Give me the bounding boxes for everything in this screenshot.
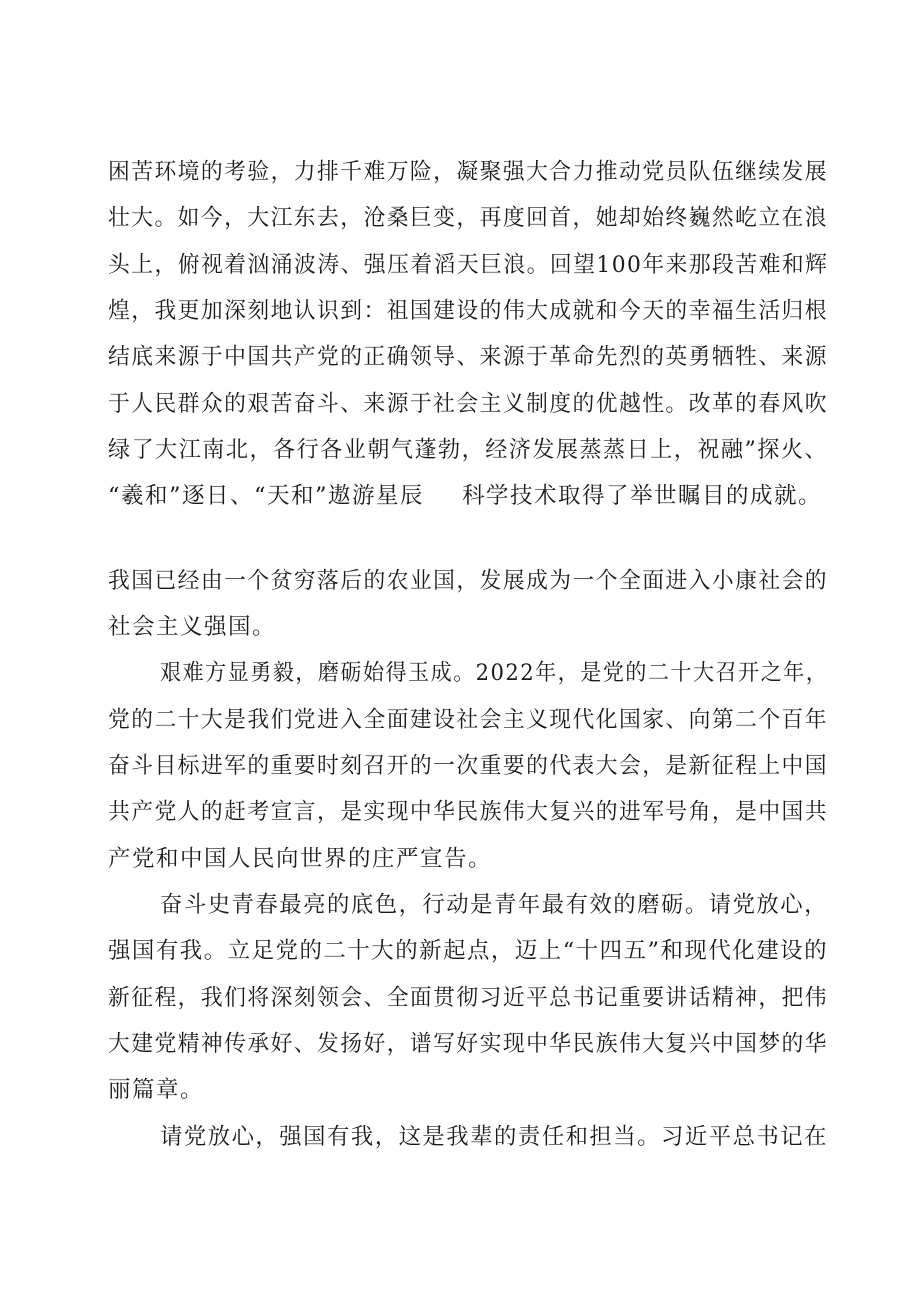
text-line: 结底来源于中国共产党的正确领导、来源于革命先烈的英勇牺牲、来源 bbox=[108, 344, 829, 370]
text-segment: 科学技术取得了举世瞩目的成就。 bbox=[462, 483, 823, 509]
text-line: 于人民群众的艰苦奋斗、来源于社会主义制度的优越性。改革的春风吹 bbox=[108, 391, 829, 417]
text-line: 奋斗目标进军的重要时刻召开的一次重要的代表大会，是新征程上中国 bbox=[108, 753, 829, 779]
text-line: 新征程，我们将深刻领会、全面贯彻习近平总书记重要讲话精神，把伟 bbox=[108, 985, 829, 1011]
text-segment: “羲和”逐日、“天和”遨游星辰 bbox=[108, 483, 425, 509]
text-line: 丽篇章。 bbox=[108, 1077, 205, 1103]
text-line: 头上，俯视着汹涌波涛、强压着滔天巨浪。回望100年来那段苦难和辉 bbox=[108, 252, 829, 278]
text-line: 党的二十大是我们党进入全面建设社会主义现代化国家、向第二个百年 bbox=[108, 707, 829, 733]
text-line: 产党和中国人民向世界的庄严宣告。 bbox=[108, 846, 493, 872]
text-line: 强国有我。立足党的二十大的新起点，迈上“十四五”和现代化建设的 bbox=[108, 938, 829, 964]
paragraph-first-line: 请党放心，强国有我，这是我辈的责任和担当。习近平总书记在 bbox=[160, 1124, 829, 1150]
text-line: 绿了大江南北，各行各业朝气蓬勃，经济发展蒸蒸日上，祝融”探火、 bbox=[108, 437, 829, 463]
text-line: 共产党人的赶考宣言，是实现中华民族伟大复兴的进军号角，是中国共 bbox=[108, 799, 829, 825]
text-line: 困苦环境的考验，力排千难万险，凝聚强大合力推动党员队伍继续发展 bbox=[108, 159, 829, 185]
text-line: 社会主义强国。 bbox=[108, 614, 277, 640]
text-line: 煌，我更加深刻地认识到：祖国建设的伟大成就和今天的幸福生活归根 bbox=[108, 298, 829, 324]
text-line: 大建党精神传承好、发扬好，谱写好实现中华民族伟大复兴中国梦的华 bbox=[108, 1031, 829, 1057]
paragraph-first-line: 艰难方显勇毅，磨砺始得玉成。2022年，是党的二十大召开之年， bbox=[160, 660, 829, 686]
paragraph-first-line: 奋斗史青春最亮的底色，行动是青年最有效的磨砺。请党放心， bbox=[160, 892, 829, 918]
text-line: 壮大。如今，大江东去，沧桑巨变，再度回首，她却始终巍然屹立在浪 bbox=[108, 205, 829, 231]
text-line: 我国已经由一个贫穷落后的农业国，发展成为一个全面进入小康社会的 bbox=[108, 568, 829, 594]
text-line bbox=[108, 481, 822, 511]
